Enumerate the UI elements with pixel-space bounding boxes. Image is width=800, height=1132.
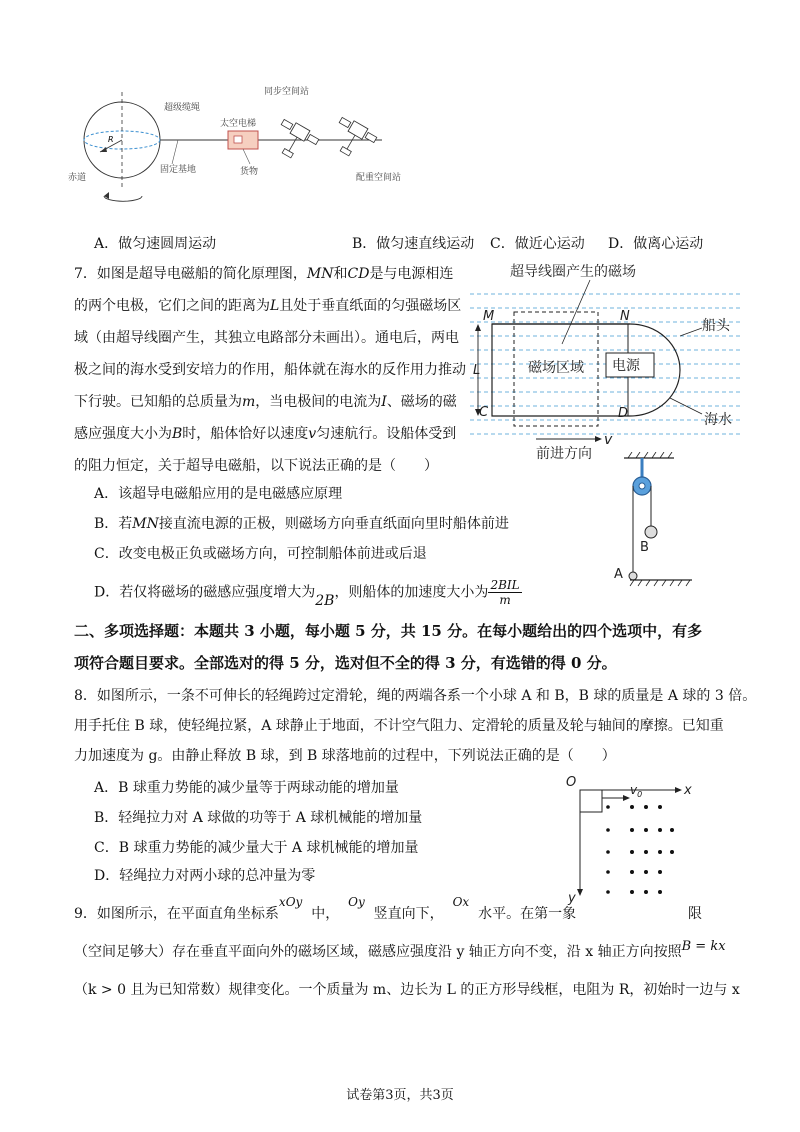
label-base: 固定基地 (160, 165, 197, 175)
R-label: R (108, 135, 114, 144)
q7-line-7: 的阻力恒定，关于超导电磁船，以下说法正确的是（ ） (74, 458, 438, 474)
q7-line-2: 的两个电极，它们之间的距离为L且处于垂直纸面的匀强磁场区 (74, 298, 462, 314)
section2-line-2: 项符合题目要求。全部选对的得 5 分，选对但不全的得 3 分，有选错的得 0 分。 (74, 654, 617, 672)
sync-station-icon (269, 117, 320, 166)
section2-line-1: 二、多项选择题：本题共 3 小题，每小题 5 分，共 15 分。在每小题给出的四个选项中，有多 (74, 622, 703, 640)
q8-option-c: C．B 球重力势能的减少量大于 A 球机械能的增加量 (94, 840, 419, 856)
q7-option-a: A．该超导电磁船应用的是电磁感应原理 (94, 486, 343, 502)
label-equator: 赤道 (68, 173, 87, 183)
page-footer: 试卷第3页，共3页 (346, 1088, 454, 1103)
q9-line-3: （k > 0 且为已知常数）规律变化。一个质量为 m、边长为 L 的正方形导线框，电阻为 R，初始时一边与 x (74, 982, 740, 998)
q7-line-1: 7．如图是超导电磁船的简化原理图，MN和CD是与电源相连 (74, 266, 454, 282)
ball-A (629, 572, 637, 580)
label-y: y (568, 891, 576, 906)
q8-option-b: B．轻绳拉力对 A 球做的功等于 A 球机械能的增加量 (94, 810, 423, 826)
q8-line-1: 8．如图所示，一条不可伸长的轻绳跨过定滑轮，绳的两端各系一个小球 A 和 B，B 球的质量是 A 球的 3 倍。 (74, 688, 757, 704)
coordinate-field-figure (560, 770, 700, 910)
q9-line-1-end: 限 (688, 906, 702, 922)
q8-option-a: A．B 球重力势能的减少量等于两球动能的增加量 (94, 780, 399, 796)
pulley-figure (612, 452, 702, 592)
label-D: D (618, 406, 629, 421)
label-bow: 船头 (702, 318, 730, 334)
q6-option-a: A．做匀速圆周运动 (94, 236, 217, 252)
q6-option-b: B．做匀速直线运动 (352, 236, 475, 252)
label-coil-field: 超导线圈产生的磁场 (510, 264, 636, 280)
label-cable: 超级缆绳 (164, 103, 201, 113)
label-L: L (473, 363, 481, 378)
label-A: A (614, 567, 623, 582)
label-v: v (604, 432, 613, 448)
q6-option-c: C．做近心运动 (490, 236, 585, 252)
space-elevator-figure (60, 80, 430, 210)
label-direction: 前进方向 (536, 446, 592, 462)
label-v0: $v_0$ (630, 783, 643, 799)
label-region: 磁场区域 (528, 360, 584, 376)
label-sea: 海水 (704, 412, 732, 428)
q7-option-b: B．若MN接直流电源的正极，则磁场方向垂直纸面向里时船体前进 (94, 516, 509, 532)
label-C: C (479, 405, 489, 420)
label-elevator: 太空电梯 (220, 119, 257, 129)
q8-line-2: 用手托住 B 球，使轻绳拉紧，A 球静止于地面，不计空气阻力、定滑轮的质量及轮与轴间的摩擦。已知重 (74, 718, 724, 734)
q7-line-6: 感应强度大小为B时，船体恰好以速度v匀速航行。设船体受到 (74, 426, 457, 442)
q7-line-4: 极之间的海水受到安培力的作用，船体就在海水的反作用力推动 (74, 362, 466, 378)
label-power: 电源 (612, 358, 640, 374)
q7-option-c: C．改变电极正负或磁场方向，可控制船体前进或后退 (94, 546, 427, 562)
label-x: x (684, 783, 692, 798)
q6-option-d: D．做离心运动 (608, 236, 704, 252)
q8-option-d: D．轻绳拉力对两小球的总冲量为零 (94, 868, 316, 884)
q9-line-2: （空间足够大）存在垂直平面向外的磁场区域，磁感应强度沿 y 轴正方向不变，沿 x 轴正方向按照B = kx (74, 939, 726, 960)
label-M: M (483, 309, 495, 324)
q7-line-3: 域（由超导线圈产生，其独立电路部分未画出）。通电后，两电 (74, 330, 459, 346)
label-B: B (640, 540, 649, 555)
q9-line-1: 9．如图所示，在平面直角坐标系xOy 中， Oy 竖直向下， Ox 水平。在第一象 (74, 895, 577, 922)
elevator-box (228, 131, 258, 149)
counterweight-station-icon (327, 115, 378, 164)
label-O: O (566, 775, 577, 790)
q7-option-d: D．若仅将磁场的磁感应强度增大为2B，则船体的加速度大小为 $\frac{\text{2BIL}}{m}$ (94, 578, 520, 609)
q8-line-3: 力加速度为 g。由静止释放 B 球，到 B 球落地前的过程中，下列说法正确的是（ ） (74, 748, 616, 764)
q7-line-5: 下行驶。已知船的总质量为m，当电极间的电流为I、磁场的磁 (74, 394, 457, 410)
label-cargo: 货物 (240, 167, 259, 177)
ball-B (645, 526, 657, 538)
superconducting-ship-figure (470, 258, 770, 463)
label-N: N (620, 309, 630, 324)
field-dots (606, 805, 674, 894)
label-counterweight: 配重空间站 (356, 173, 402, 183)
wire-frame (580, 790, 602, 812)
label-synch-station: 同步空间站 (264, 87, 310, 97)
